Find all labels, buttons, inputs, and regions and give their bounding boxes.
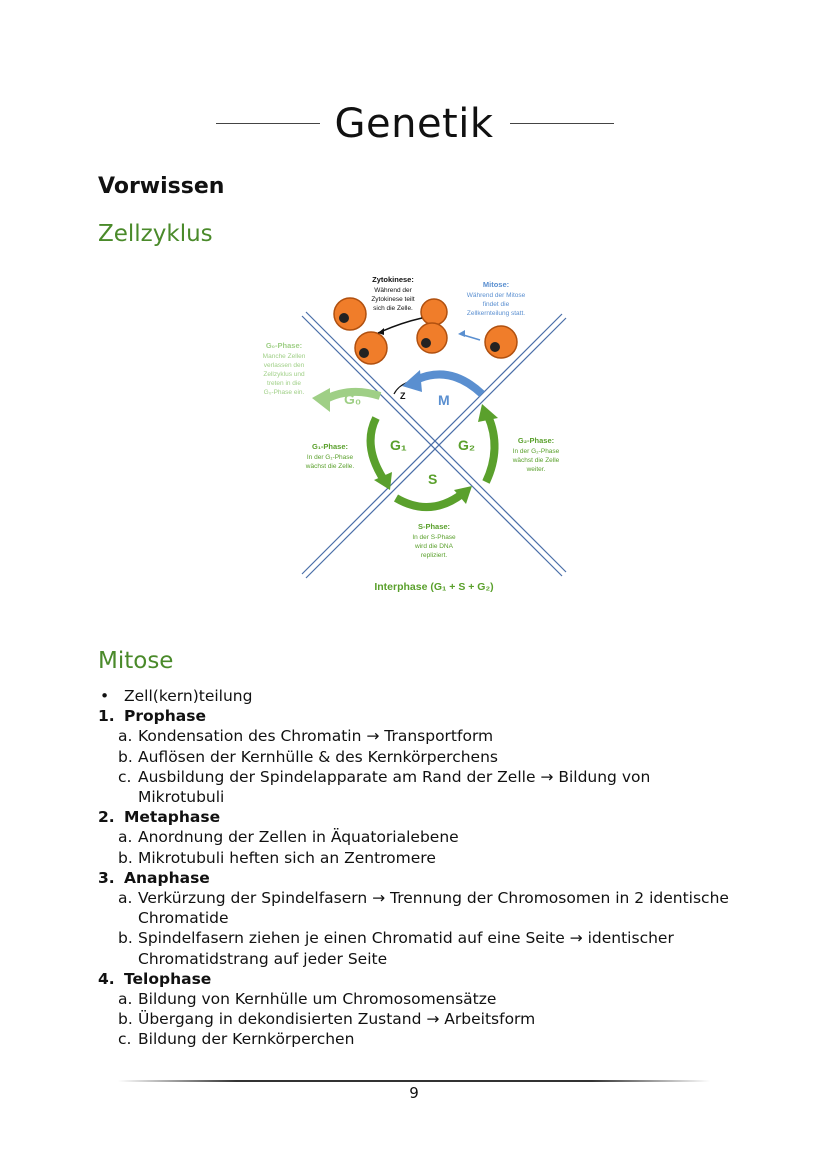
cell-nucleus [359,348,369,358]
footer-divider [118,1080,710,1082]
item-text: Kondensation des Chromatin → Transportform [138,727,494,746]
cell-nucleus [421,338,431,348]
phase-heading-telophase [98,969,738,989]
s-arrow [396,494,462,507]
item-text: Ausbildung der Spindelapparate am Rand der Zelle → Bildung von Mikrotubuli [138,767,651,807]
g2-desc: wächst die Zelle [512,457,560,464]
g1-arrow [371,418,384,480]
phase-number: 1. [98,707,115,726]
g2-title: G₂-Phase: [517,436,555,445]
g2-desc: weiter. [526,466,546,473]
phase-name: Telophase [124,969,212,988]
item-text: Bildung von Kernhülle um Chromosomensätze [138,990,497,1009]
mitose-annotation [467,280,526,317]
cell-nucleus [339,313,349,323]
cell [334,298,366,330]
cell [355,332,387,364]
s-desc: repliziert. [420,552,448,559]
m-phase-arrow-head [402,370,422,392]
mitose-desc: Zellkernteilung statt. [466,310,526,317]
label-z: Z [400,391,406,401]
page-number: 9 [409,1084,419,1102]
list-item: • Zell(kern)teilung [98,686,738,706]
cell-nucleus [490,342,500,352]
s-title: S-Phase: [417,522,451,531]
list-item [98,747,738,767]
label-m: M [438,392,450,408]
title-rule-right [510,123,614,124]
item-letter: b. [118,747,133,766]
list-item [98,1029,738,1049]
g0-desc: treten in die [267,380,301,387]
item-letter: a. [118,727,133,746]
list-item [98,888,738,928]
mitose-heading: Mitose [98,648,174,674]
page-title-row [0,96,828,152]
g0-annotation [263,341,306,396]
list-item [98,726,738,746]
item-text: Bildung der Kernkörperchen [138,1030,355,1049]
zytokinese-annotation [371,275,415,312]
g1-desc: wächst die Zelle. [305,463,355,470]
phase-number: 4. [98,969,115,988]
item-text: Anordnung der Zellen in Äquatorialebene [138,828,459,847]
list-item [98,928,738,968]
g0-desc: verlassen den [263,362,305,369]
phase-name: Anaphase [124,868,210,887]
zytokinese-desc: Während der [374,287,412,294]
g2-annotation [512,436,560,473]
s-desc: wird die DNA [415,543,453,550]
item-letter: a. [118,828,133,847]
page-title: Genetik [334,101,494,147]
mitose-content [98,686,738,1050]
list-item [98,848,738,868]
zellzyklus-heading: Zellzyklus [98,221,213,247]
list-item [98,989,738,1009]
g2-arrow [486,416,495,482]
mitose-arrow-head [458,330,465,337]
s-annotation [412,522,456,559]
phase-name: Prophase [124,707,206,726]
item-letter: b. [118,929,133,948]
cell [417,323,447,353]
zytokinese-title: Zytokinese: [372,275,414,284]
g0-arrow-head [312,388,330,412]
item-text: Verkürzung der Spindelfasern → Trennung der Chromosomen in 2 identische Chromatide [138,889,729,928]
phase-number: 3. [98,868,115,887]
mitose-title: Mitose: [482,280,510,289]
item-letter: a. [118,990,133,1009]
g2-arrow-head [478,404,498,422]
g0-desc: Manche Zellen [262,353,306,360]
item-letter: c. [118,1030,132,1049]
g0-title: G₀-Phase: [265,341,303,350]
list-item [98,1009,738,1029]
item-text: Auflösen der Kernhülle & des Kernkörperchens [138,747,498,766]
phase-heading-prophase [98,706,738,726]
g1-desc: In der G₁-Phase [306,454,354,461]
item-letter: b. [118,1010,133,1029]
list-item [98,767,738,807]
phase-heading-metaphase [98,807,738,827]
zytokinese-arrow [378,318,422,333]
item-letter: a. [118,889,133,908]
interphase-label: Interphase (G₁ + S + G₂) [374,581,494,593]
cell [421,299,447,325]
label-s: S [428,471,438,487]
g1-annotation [305,442,355,470]
item-letter: c. [118,767,132,786]
mitose-desc: findet die [482,301,510,308]
label-g1: G₁ [390,437,407,453]
phase-name: Metaphase [124,808,221,827]
item-text: Übergang in dekondisierten Zustand → Arbeitsform [138,1010,536,1029]
phase-heading-anaphase [98,868,738,888]
item-letter: b. [118,848,133,867]
phase-number: 2. [98,808,115,827]
zytokinese-desc: sich die Zelle. [373,305,413,312]
item-text: Spindelfasern ziehen je einen Chromatid auf eine Seite → identischer Chromatidstrang auf jeder Seite [138,929,674,968]
list-item [98,827,738,847]
mitose-desc: Während der Mitose [466,292,526,299]
cell-cycle-diagram [250,268,580,598]
g0-desc: G₀-Phase ein. [263,389,305,396]
label-g0: G₀ [344,391,362,407]
g0-desc: Zellzyklus und [263,371,305,378]
label-g2: G₂ [458,437,476,453]
cell [485,326,517,358]
s-desc: In der S-Phase [412,534,456,541]
g2-desc: In der G₂-Phase [512,448,560,455]
item-text: Mikrotubuli heften sich an Zentromere [138,848,436,867]
g1-title: G₁-Phase: [311,442,349,451]
zytokinese-desc: Zytokinese teilt [371,296,415,303]
section-heading: Vorwissen [98,174,225,199]
